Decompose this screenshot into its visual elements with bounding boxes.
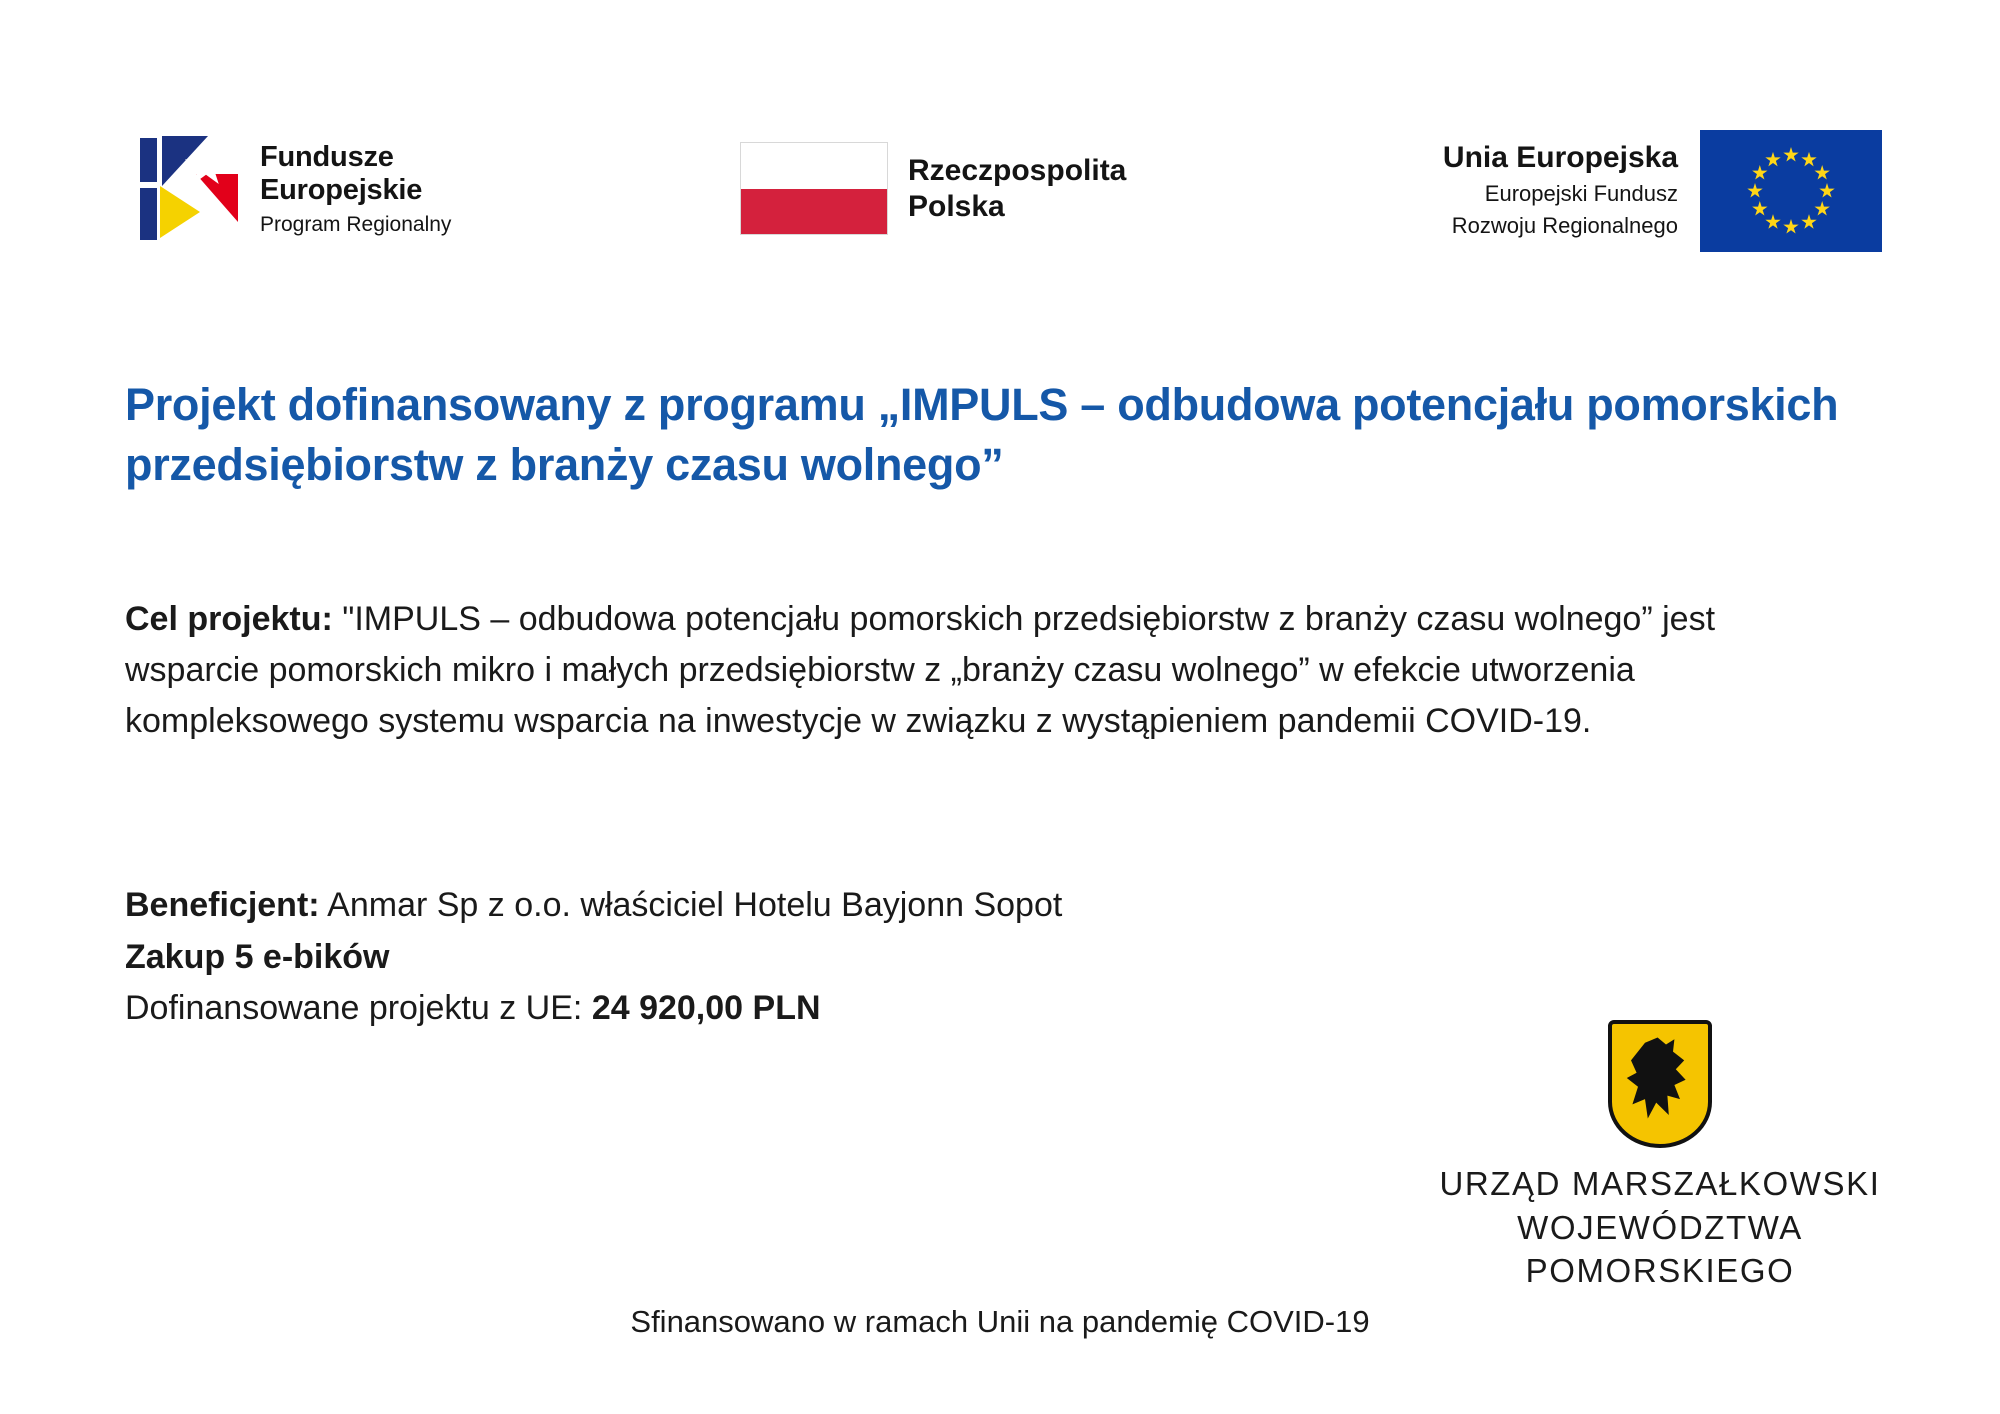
eu-star-icon [1752, 165, 1768, 181]
eu-star-icon [1819, 183, 1835, 199]
project-goal-text: "IMPULS – odbudowa potencjału pomorskich przedsiębiorstw z branży czasu wolnego” jest wsparcie pomorskich mikro i małych przedsiębiorstw z „branży czasu wolnego” w efekcie utworzenia kompleksowego systemu wsparcia na inwestycje w związku z wystąpieniem pandemii COVID-19. [125, 600, 1716, 740]
fundusze-europejskie-logo [140, 130, 451, 248]
beneficiary-block [125, 880, 1525, 1035]
logo-strip [0, 120, 2000, 270]
rzeczpospolita-line1: Rzeczpospolita [908, 153, 1127, 187]
page-title: Projekt dofinansowany z programu „IMPULS – odbudowa potencjału pomorskich przedsiębiorstw z branży czasu wolnego” [125, 379, 1839, 490]
unia-sub2: Rozwoju Regionalnego [1451, 213, 1678, 239]
purchase-text: Zakup 5 e-bików [125, 937, 390, 976]
project-goal-paragraph [125, 594, 1785, 747]
funding-line [125, 983, 1525, 1035]
fundusze-europejskie-mark-icon [140, 130, 244, 248]
eu-star-icon [1752, 201, 1768, 217]
fundusze-line2: Europejskie [260, 173, 423, 206]
footer-note: Sfinansowano w ramach Unii na pandemię COVID-19 [630, 1304, 1370, 1339]
urzad-line1: URZĄD MARSZAŁKOWSKI [1439, 1165, 1881, 1202]
rzeczpospolita-line2: Polska [908, 189, 1005, 223]
funding-amount: 24 920,00 PLN [591, 989, 821, 1028]
beneficiary-label: Beneficjent: [125, 886, 320, 924]
eu-star-icon [1783, 147, 1799, 163]
eu-star-icon [1783, 219, 1799, 235]
unia-title: Unia Europejska [1442, 141, 1678, 175]
urzad-marszalkowski-logo [1380, 1020, 1940, 1293]
eu-flag-icon [1700, 130, 1882, 252]
rzeczpospolita-wordmark [908, 153, 1126, 225]
polish-flag-icon [740, 142, 888, 235]
funding-label: Dofinansowane projektu z UE: [125, 989, 592, 1028]
rzeczpospolita-polska-logo [740, 142, 1126, 235]
eu-star-icon [1801, 214, 1817, 230]
urzad-line2: WOJEWÓDZTWA POMORSKIEGO [1517, 1208, 1803, 1290]
eu-star-icon [1747, 183, 1763, 199]
eu-star-icon [1814, 201, 1830, 217]
fundusze-program: Program Regionalny [260, 212, 452, 236]
unia-europejska-logo [1443, 130, 1882, 252]
eu-star-icon [1765, 152, 1781, 168]
purchase-line [125, 932, 1525, 984]
beneficiary-line [125, 880, 1525, 932]
eu-star-icon [1801, 152, 1817, 168]
eu-star-icon [1765, 214, 1781, 230]
unia-sub1: Europejski Fundusz [1484, 181, 1678, 207]
project-goal-label: Cel projektu: [125, 600, 333, 638]
unia-europejska-wordmark [1443, 141, 1678, 240]
eu-star-icon [1814, 165, 1830, 181]
fundusze-europejskie-wordmark [260, 141, 451, 237]
beneficiary-name: Anmar Sp z o.o. właściciel Hotelu Bayjonn Sopot [319, 886, 1063, 924]
pomorskie-griffin-crest-icon [1608, 1020, 1712, 1148]
fundusze-line1: Fundusze [260, 141, 394, 174]
